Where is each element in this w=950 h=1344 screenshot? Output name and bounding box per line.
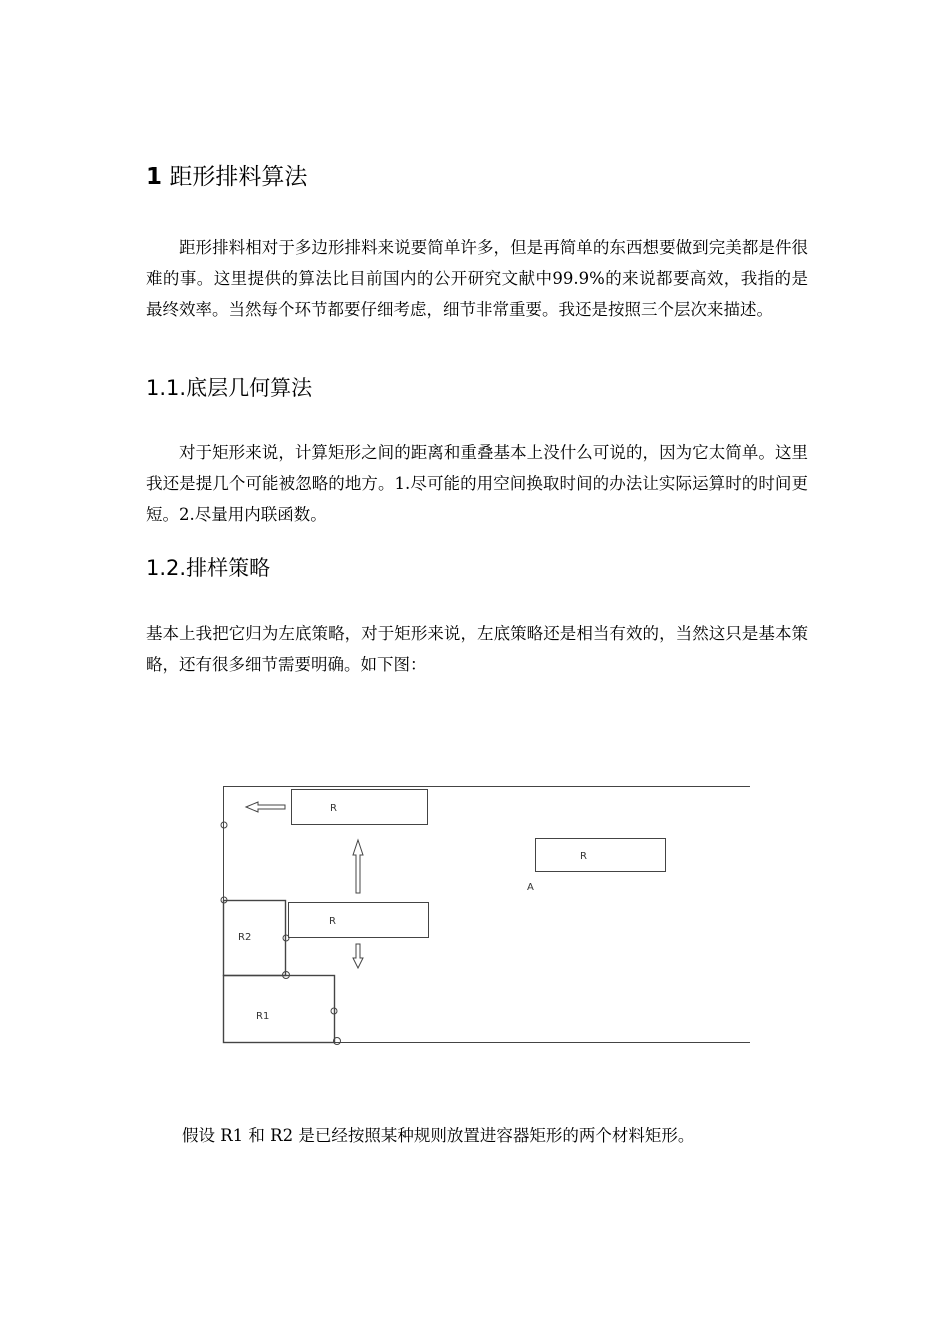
layout-figure (212, 778, 756, 1052)
label-r2: R2 (238, 932, 252, 943)
intro-paragraph: 距形排料相对于多边形排料来说要简单许多，但是再简单的东西想要做到完美都是件很难的事。这里提供的算法比目前国内的公开研究文献中99.9%的来说都要高效，我指的是最终效率。当然每个环节都要仔细考虑，细节非常重要。我还是按照三个层次来描述。 (146, 238, 808, 319)
arrow-up-icon (353, 840, 363, 893)
section-1-2-paragraph: 基本上我把它归为左底策略，对于矩形来说，左底策略还是相当有效的，当然这只是基本策略，还有很多细节需要明确。如下图： (146, 624, 808, 674)
label-r-right: R (580, 851, 587, 862)
arrow-left-icon (246, 802, 285, 812)
section-1-1-heading: 1.1.底层几何算法 (146, 376, 313, 400)
heading-1-number: 1 (146, 164, 163, 190)
rect-r2 (224, 901, 286, 976)
rect-r-top (292, 790, 428, 825)
label-r1: R1 (256, 1011, 270, 1022)
label-point-a: A (527, 882, 534, 893)
label-r-top: R (330, 803, 337, 814)
rect-r-right (536, 839, 666, 872)
section-1-1-paragraph: 对于矩形来说，计算矩形之间的距离和重叠基本上没什么可说的，因为它太简单。这里我还是提几个可能被忽略的地方。1.尽可能的用空间换取时间的办法让实际运算时的时间更短。2.尽量用内联函数。 (146, 443, 808, 524)
figure-caption: 假设 R1 和 R2 是已经按照某种规则放置进容器矩形的两个材料矩形。 (182, 1126, 695, 1145)
label-r-middle: R (329, 916, 336, 927)
rect-r-middle (289, 903, 429, 938)
rect-r1 (224, 976, 335, 1043)
heading-1-title: 距形排料算法 (169, 164, 308, 190)
heading-1 (146, 158, 307, 196)
section-1-2-heading: 1.2.排样策略 (146, 556, 271, 580)
arrow-down-icon (353, 944, 363, 968)
